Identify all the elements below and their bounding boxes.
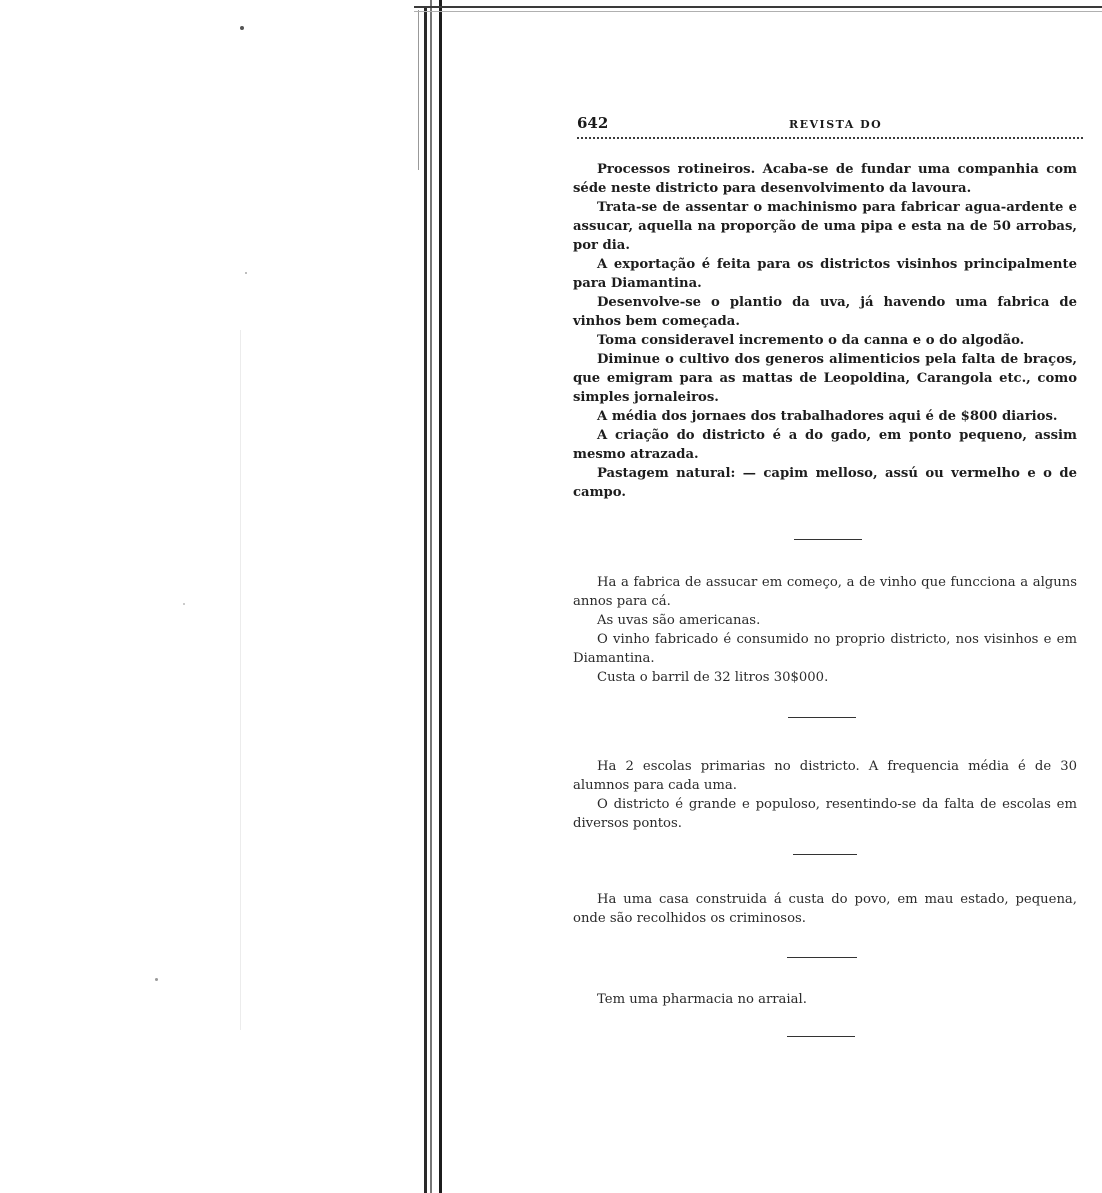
paragraph: Trata-se de assentar o machinismo para fabricar agua-ardente e assucar, aquella na proporção de uma pipa e esta na de 50 arrobas, por dia. [573,200,1077,253]
section-separator [794,539,862,540]
paragraph: Pastagem natural: — capim melloso, assú ou vermelho e o de campo. [573,466,1077,500]
left-page-shadow-line [240,330,241,1030]
section-agriculture [573,160,1077,502]
paragraph: Custa o barril de 32 litros 30$000. [597,670,829,685]
section-jail [573,890,1077,928]
left-page-speck [245,272,247,274]
paragraph: Ha 2 escolas primarias no districto. A frequencia média é de 30 alumnos para cada uma. [573,759,1077,793]
header-rule [577,137,1083,139]
page-top-edge-shadow [414,11,1102,12]
section-separator [793,854,857,855]
section-separator [787,957,857,958]
section-education [573,757,1077,833]
section-separator [788,717,856,718]
paragraph: A criação do districto é a do gado, em ponto pequeno, assim mesmo atrazada. [573,428,1077,462]
left-page-speck [155,978,158,981]
paragraph: O districto é grande e populoso, resentindo-se da falta de escolas em diversos pontos. [573,797,1077,831]
paragraph: Ha uma casa construida á custa do povo, em mau estado, pequena, onde são recolhidos os criminosos. [573,892,1077,926]
paragraph: Toma consideravel incremento o da canna e o do algodão. [597,333,1025,348]
paragraph: A média dos jornaes dos trabalhadores aqui é de $800 diarios. [597,409,1058,424]
page-top-edge [414,6,1102,8]
book-gutter [412,0,448,1193]
section-separator [787,1036,855,1037]
paragraph: Desenvolve-se o plantio da uva, já havendo uma fabrica de vinhos bem começada. [573,295,1077,329]
section-pharmacy [573,990,1077,1009]
paragraph: Ha a fabrica de assucar em começo, a de vinho que funcciona a alguns annos para cá. [573,575,1077,609]
left-page-speck [183,603,185,605]
section-industry [573,573,1077,687]
paragraph: A exportação é feita para os districtos visinhos principalmente para Diamantina. [573,257,1077,291]
paragraph: Diminue o cultivo dos generos alimenticios pela falta de braços, que emigram para as mattas de Leopoldina, Carangola etc., como simples jornaleiros. [573,352,1077,405]
paragraph: As uvas são americanas. [597,613,761,628]
left-page-speck [240,26,244,30]
paragraph: Processos rotineiros. Acaba-se de fundar uma companhia com séde neste districto para desenvolvimento da lavoura. [573,162,1077,196]
page-number: 642 [577,114,609,132]
journal-title: REVISTA DO [789,118,883,131]
running-head [577,114,1083,136]
paragraph: O vinho fabricado é consumido no proprio districto, nos visinhos e em Diamantina. [573,632,1077,666]
paragraph: Tem uma pharmacia no arraial. [597,992,807,1007]
